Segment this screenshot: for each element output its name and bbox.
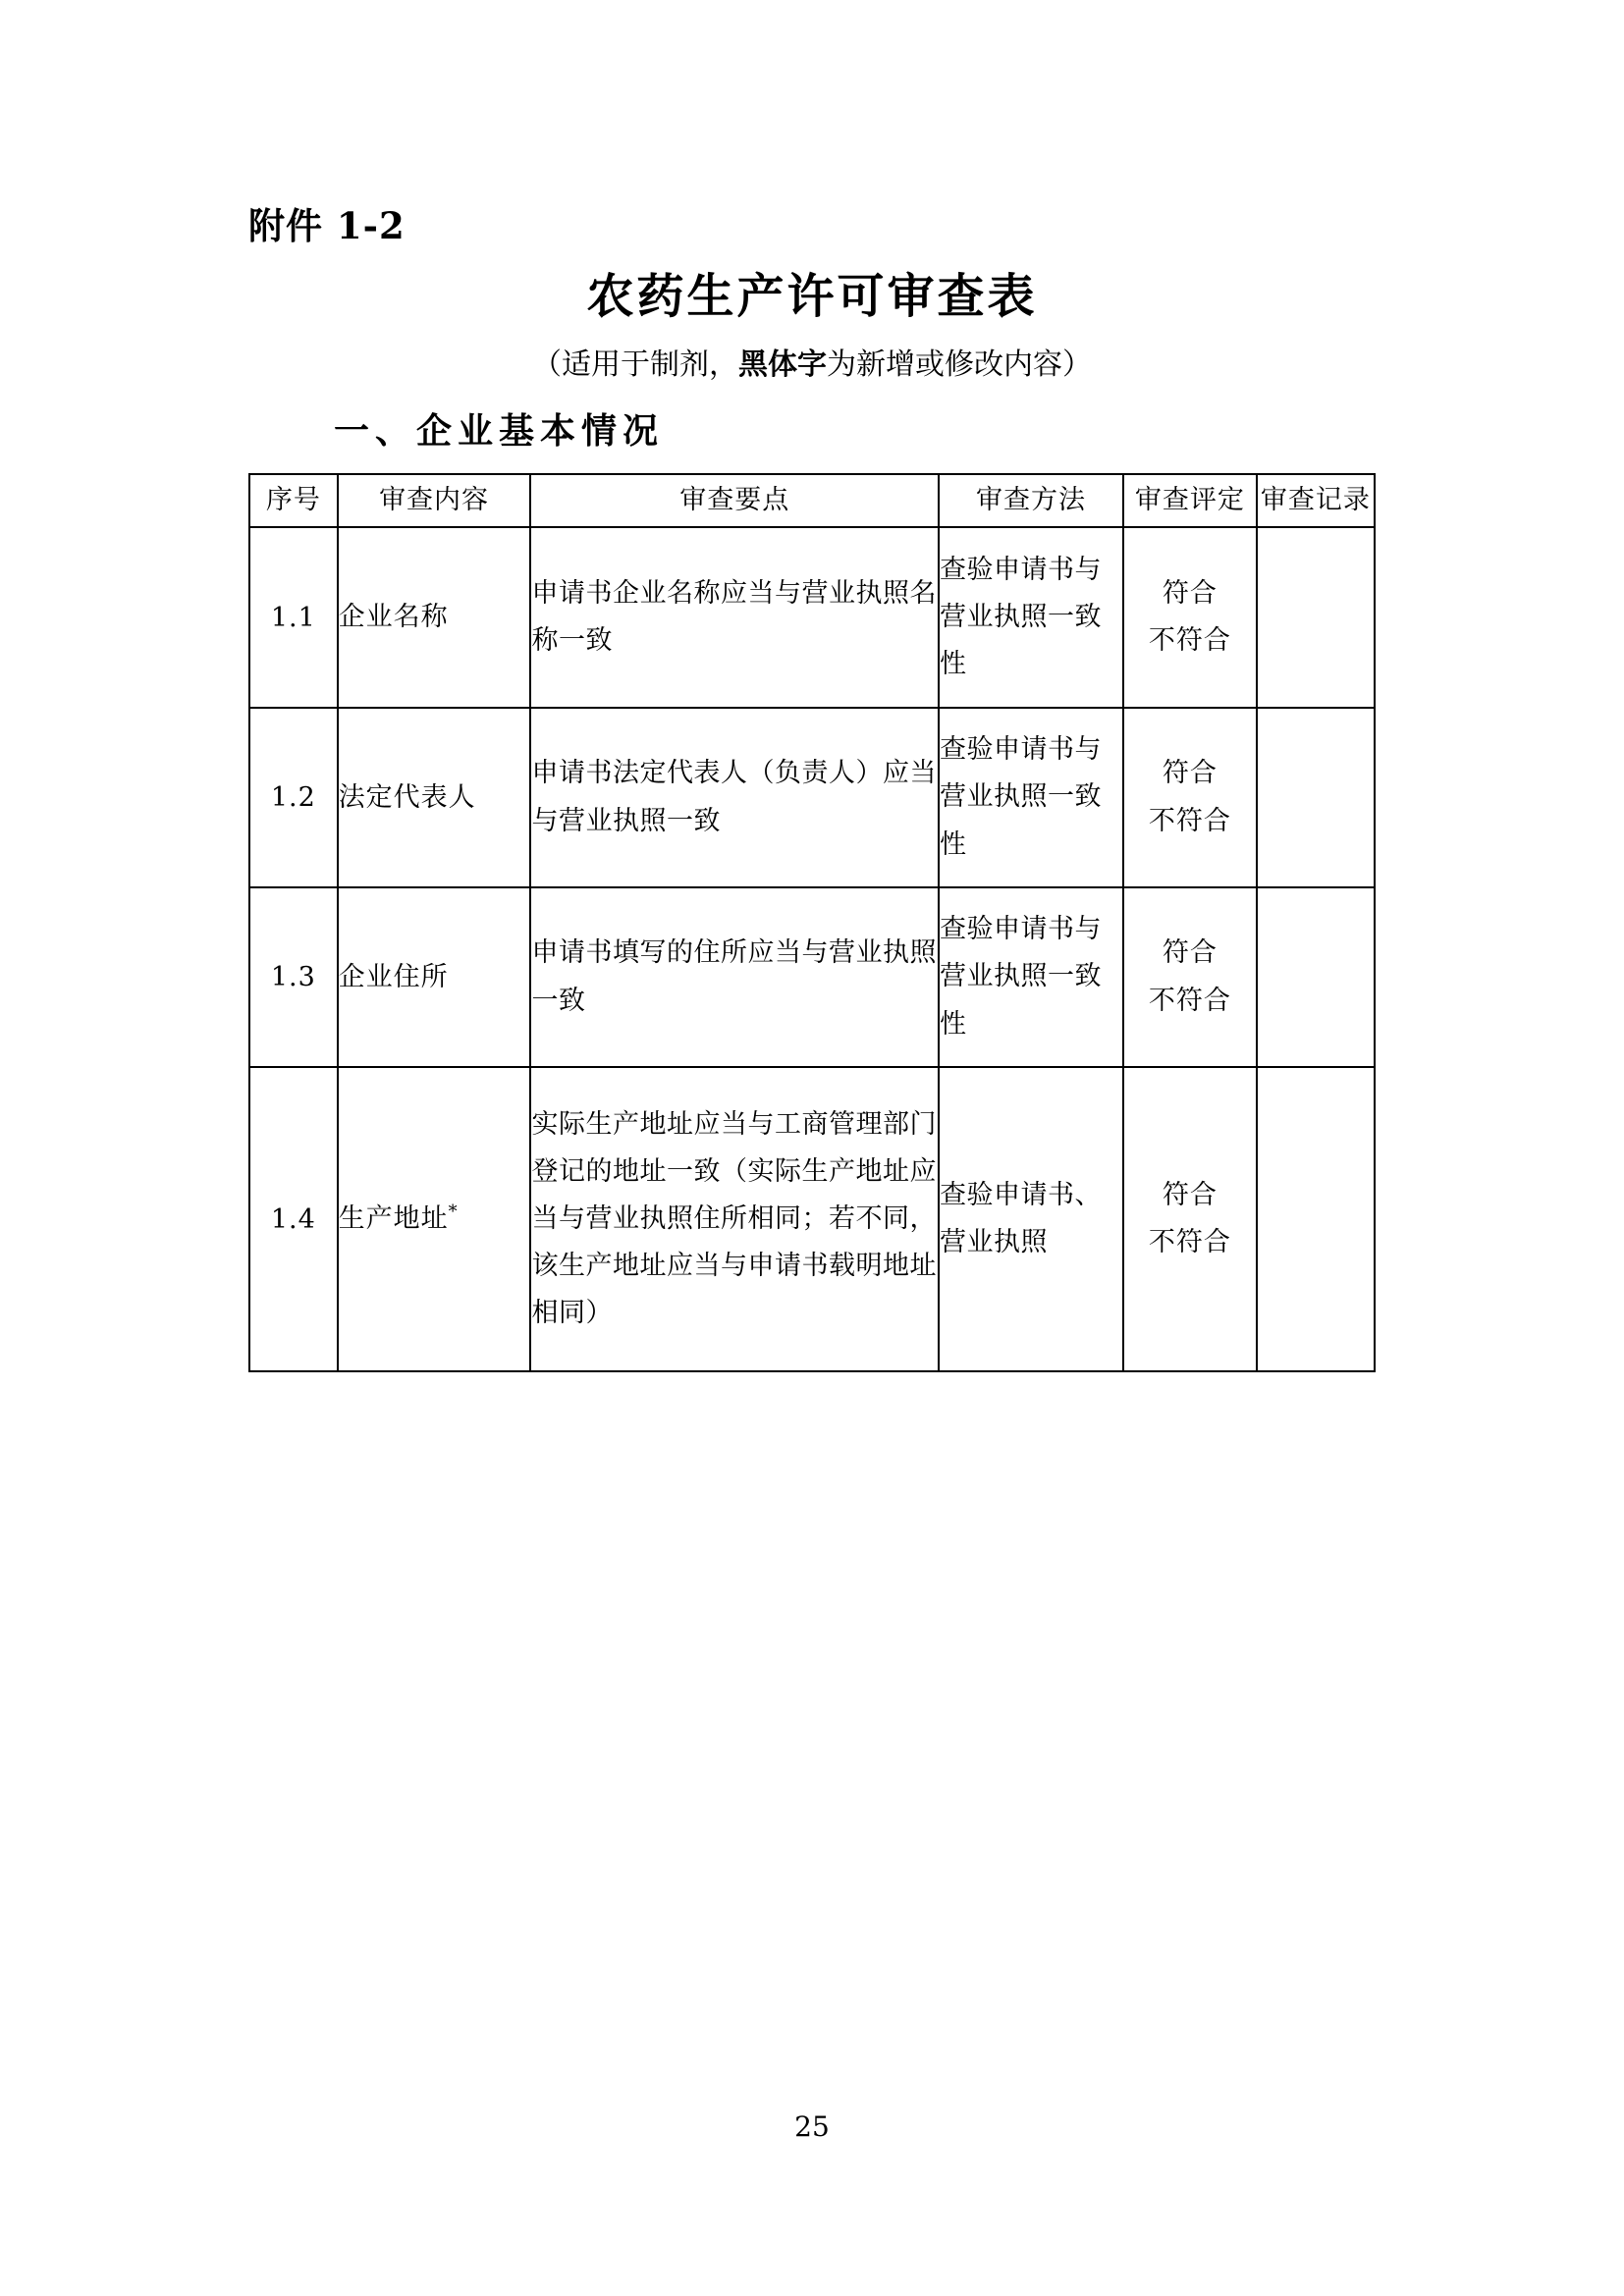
table-header-row — [249, 474, 1375, 527]
row-item-label: 法定代表人 — [338, 781, 476, 813]
attachment-label: 附件 1-2 — [248, 204, 406, 247]
subtitle-suffix: 为新增或修改内容） — [827, 347, 1092, 382]
document-subtitle — [0, 347, 1624, 384]
eval-fail-option[interactable]: 不符合 — [1148, 805, 1231, 836]
subtitle-bold-term: 黑体字 — [738, 347, 827, 382]
row-review-method: 查验申请书、营业执照 — [939, 1067, 1123, 1371]
row-review-record[interactable] — [1257, 527, 1375, 708]
eval-pass-option[interactable]: 符合 — [1162, 577, 1218, 609]
column-header-points: 审查要点 — [530, 474, 939, 527]
row-review-method: 查验申请书与营业执照一致性 — [939, 887, 1123, 1067]
table-row — [249, 527, 1375, 708]
section-heading: 一、企业基本情况 — [334, 410, 665, 452]
row-review-evaluation — [1123, 527, 1257, 708]
row-number: 1.3 — [249, 887, 338, 1067]
row-review-record[interactable] — [1257, 708, 1375, 887]
row-number: 1.4 — [249, 1067, 338, 1371]
row-review-evaluation — [1123, 887, 1257, 1067]
eval-fail-option[interactable]: 不符合 — [1148, 1227, 1231, 1257]
row-number: 1.1 — [249, 527, 338, 708]
column-header-item: 审查内容 — [338, 474, 531, 527]
row-number: 1.2 — [249, 708, 338, 887]
table-row — [249, 887, 1375, 1067]
column-header-eval: 审查评定 — [1123, 474, 1257, 527]
table-row — [249, 1067, 1375, 1371]
row-review-record[interactable] — [1257, 887, 1375, 1067]
subtitle-prefix: （适用于制剂， — [532, 347, 738, 382]
row-item-asterisk: * — [448, 1201, 458, 1223]
row-review-points: 实际生产地址应当与工商管理部门登记的地址一致（实际生产地址应当与营业执照住所相同；若不同，该生产地址应当与申请书载明地址相同） — [530, 1067, 939, 1371]
column-header-method: 审查方法 — [939, 474, 1123, 527]
row-review-record[interactable] — [1257, 1067, 1375, 1371]
row-item-label: 企业名称 — [338, 602, 449, 633]
row-review-points: 申请书企业名称应当与营业执照名称一致 — [530, 527, 939, 708]
row-review-evaluation — [1123, 1067, 1257, 1371]
column-header-record: 审查记录 — [1257, 474, 1375, 527]
row-review-points: 申请书法定代表人（负责人）应当与营业执照一致 — [530, 708, 939, 887]
row-item — [338, 1067, 531, 1371]
review-table — [248, 473, 1376, 1372]
row-review-points: 申请书填写的住所应当与营业执照一致 — [530, 887, 939, 1067]
row-item — [338, 708, 531, 887]
column-header-no: 序号 — [249, 474, 338, 527]
eval-pass-option[interactable]: 符合 — [1162, 758, 1218, 789]
row-item-label: 企业住所 — [338, 961, 449, 992]
eval-pass-option[interactable]: 符合 — [1162, 1179, 1218, 1210]
row-review-evaluation — [1123, 708, 1257, 887]
row-item — [338, 887, 531, 1067]
row-review-method: 查验申请书与营业执照一致性 — [939, 527, 1123, 708]
eval-pass-option[interactable]: 符合 — [1162, 937, 1218, 969]
eval-fail-option[interactable]: 不符合 — [1148, 985, 1231, 1016]
row-item — [338, 527, 531, 708]
page-title: 农药生产许可审查表 — [586, 269, 1038, 324]
table-row — [249, 708, 1375, 887]
row-item-label: 生产地址 — [338, 1203, 449, 1235]
eval-fail-option[interactable]: 不符合 — [1148, 625, 1231, 656]
row-review-method: 查验申请书与营业执照一致性 — [939, 708, 1123, 887]
page-number: 25 — [794, 2110, 830, 2143]
